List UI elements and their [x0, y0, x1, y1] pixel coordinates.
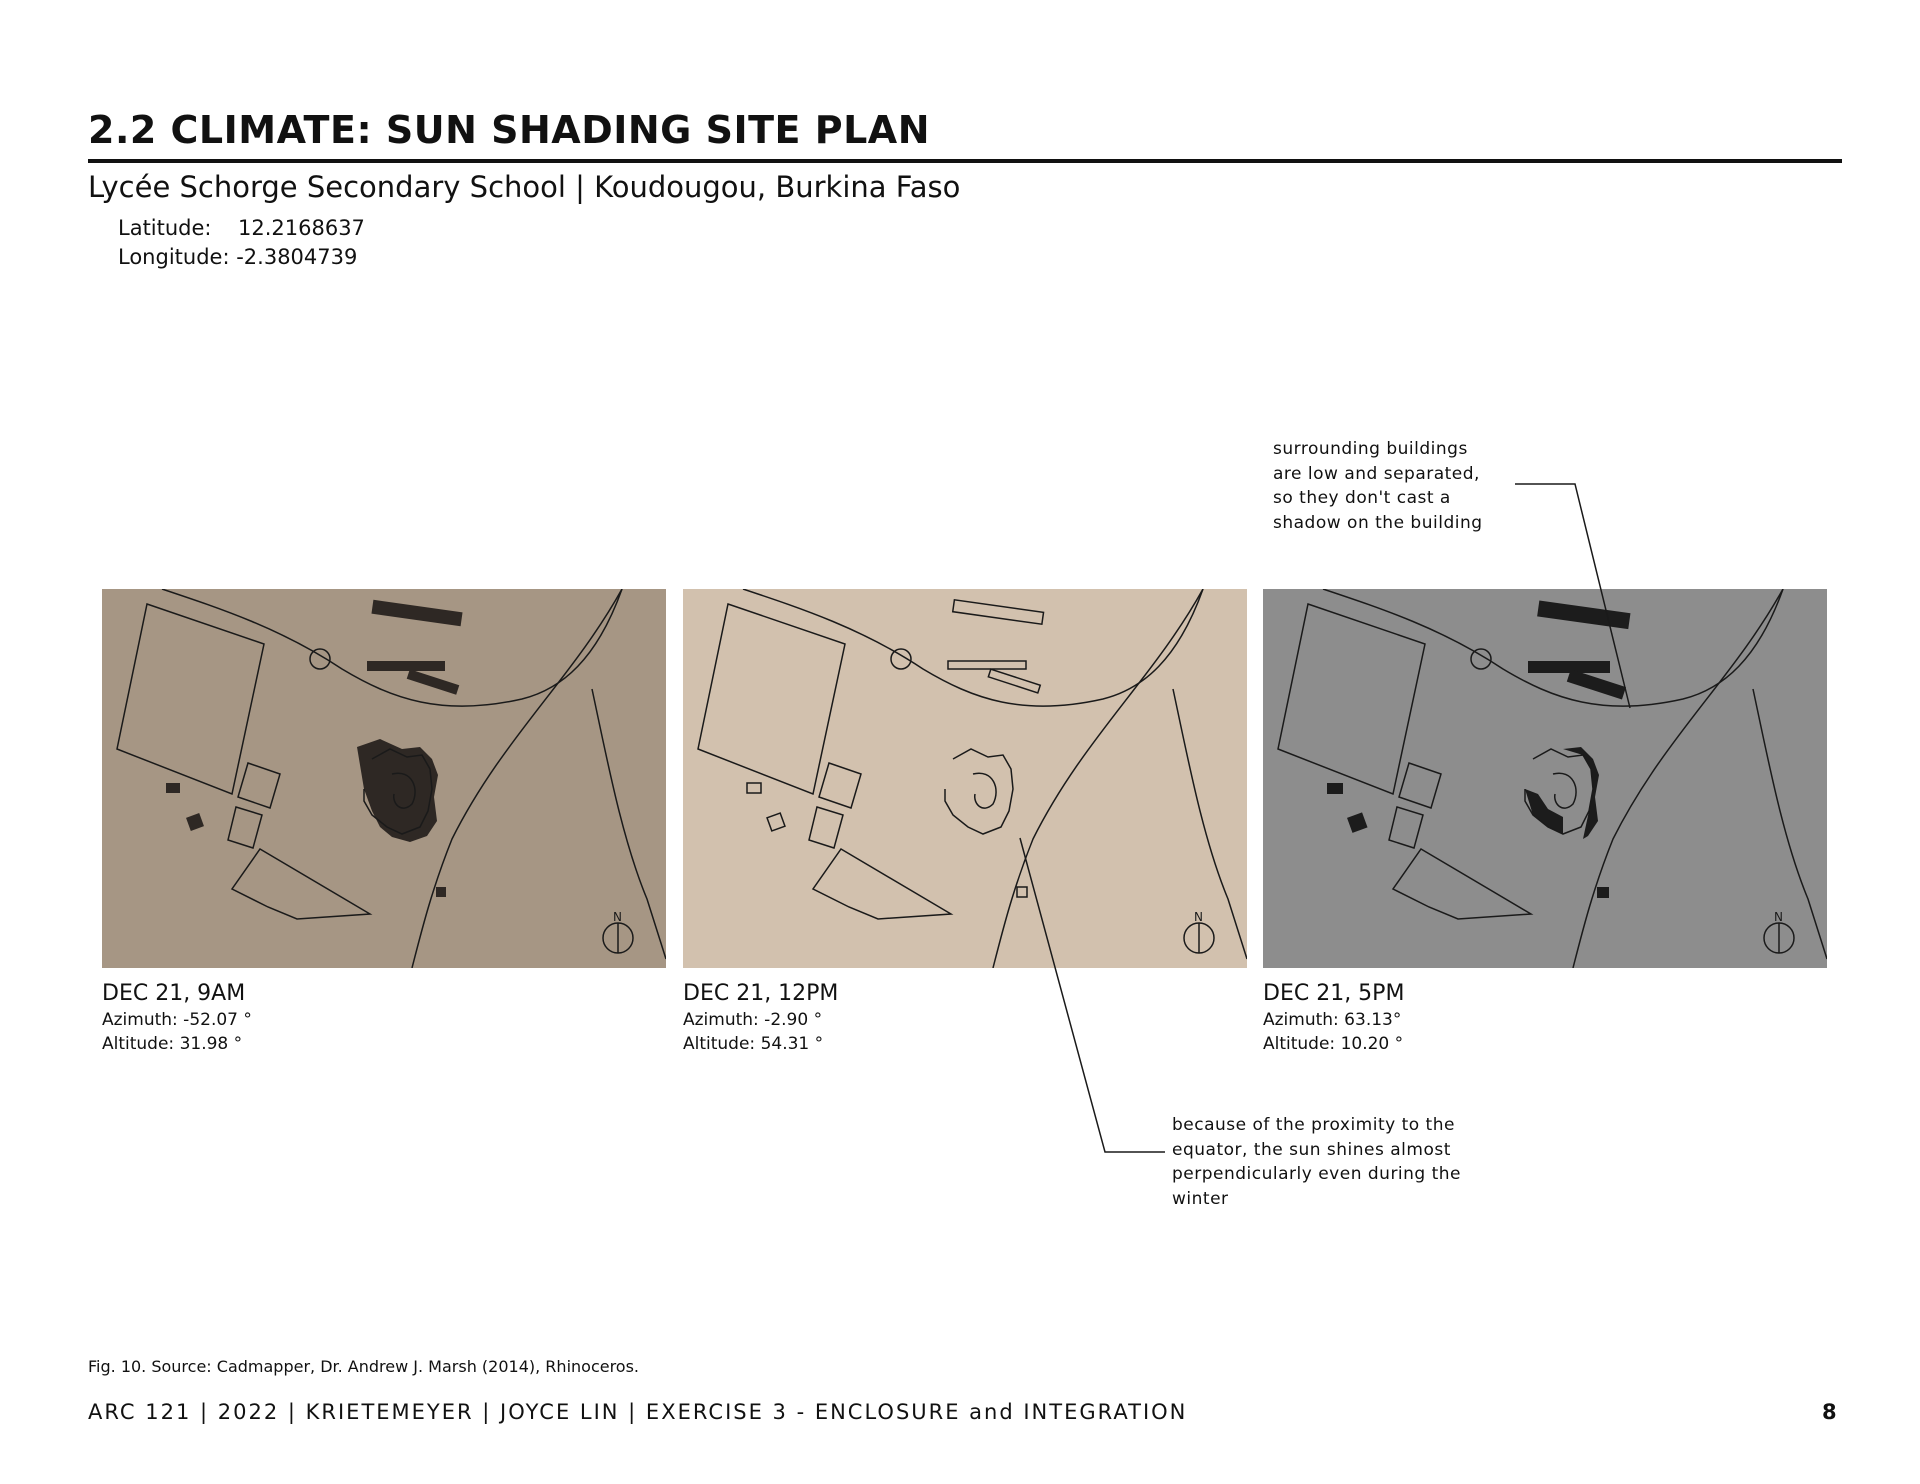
building-bar-2 [948, 661, 1026, 669]
building-bar-3 [988, 669, 1040, 693]
small-structure-1 [747, 783, 761, 793]
road-diagonal [1573, 589, 1783, 968]
road-diagonal [412, 589, 622, 968]
page-title: 2.2 CLIMATE: SUN SHADING SITE PLAN [88, 108, 930, 152]
annotation-line: perpendicularly even during the [1172, 1164, 1462, 1184]
figure-caption: Fig. 10. Source: Cadmapper, Dr. Andrew J. Marsh (2014), Rhinoceros. [88, 1357, 640, 1376]
triangle-lot [232, 849, 370, 919]
latitude-label: Latitude: [118, 216, 212, 240]
small-block-1 [819, 763, 861, 808]
longitude-row [118, 245, 357, 269]
caption-altitude: Altitude: 54.31 ° [683, 1034, 824, 1054]
annotation-line: winter [1172, 1188, 1229, 1209]
caption-azimuth: Azimuth: 63.13° [1263, 1010, 1402, 1030]
caption-12pm [683, 980, 838, 1056]
large-block-outline [698, 604, 845, 794]
annotation-line: because of the proximity to the [1172, 1115, 1455, 1135]
caption-title: DEC 21, 12PM [683, 981, 839, 1006]
spiral-inner [973, 773, 996, 808]
small-block-2 [228, 807, 262, 848]
site-plan-12pm [683, 589, 1247, 968]
latitude-row [118, 216, 365, 240]
footer-text: ARC 121 | 2022 | KRIETEMEYER | JOYCE LIN | EXERCISE 3 - ENCLOSURE and INTEGRATION [88, 1400, 1188, 1424]
triangle-lot [813, 849, 951, 919]
caption-title: DEC 21, 5PM [1263, 981, 1405, 1006]
north-label: N [613, 910, 622, 924]
small-block-2 [1389, 807, 1423, 848]
page-subtitle: Lycée Schorge Secondary School | Koudougou, Burkina Faso [88, 170, 961, 204]
road-east [592, 689, 666, 959]
caption-azimuth: Azimuth: -2.90 ° [683, 1010, 823, 1030]
north-label: N [1194, 910, 1203, 924]
north-label: N [1774, 910, 1783, 924]
caption-5pm [1263, 980, 1404, 1056]
annotation-line: so they don't cast a [1273, 488, 1451, 508]
small-structure-3 [1017, 887, 1027, 897]
page-number: 8 [1822, 1400, 1837, 1424]
annotation-line: equator, the sun shines almost [1172, 1139, 1451, 1160]
road-east [1173, 689, 1247, 959]
site-plan-5pm [1263, 589, 1827, 968]
caption-title: DEC 21, 9AM [102, 981, 246, 1006]
site-plan-5pm-drawing [1263, 589, 1827, 968]
annotation-line: shadow on the building [1273, 512, 1483, 533]
longitude-value: -2.3804739 [236, 245, 358, 269]
longitude-label: Longitude: [118, 245, 230, 269]
caption-altitude: Altitude: 10.20 ° [1263, 1034, 1404, 1054]
caption-azimuth: Azimuth: -52.07 ° [102, 1010, 252, 1030]
building-shadows [1327, 601, 1630, 898]
annotation-bottom [1172, 1113, 1461, 1211]
caption-altitude: Altitude: 31.98 ° [102, 1034, 243, 1054]
annotation-line: surrounding buildings [1273, 439, 1468, 459]
road-diagonal [993, 589, 1203, 968]
site-plan-12pm-drawing [683, 589, 1247, 968]
annotation-top [1273, 437, 1483, 535]
latitude-value: 12.2168637 [238, 216, 365, 240]
spiral-building-outline [945, 749, 1013, 834]
small-block-1 [238, 763, 280, 808]
site-plan-9am-drawing [102, 589, 666, 968]
building-bar-1 [953, 600, 1044, 624]
small-block-1 [1399, 763, 1441, 808]
small-structure-2 [767, 813, 785, 831]
large-block-outline [1278, 604, 1425, 794]
site-plan-9am [102, 589, 666, 968]
triangle-lot [1393, 849, 1531, 919]
caption-9am [102, 980, 252, 1056]
large-block-outline [117, 604, 264, 794]
title-rule [88, 159, 1842, 163]
annotation-line: are low and separated, [1273, 463, 1480, 484]
road-east [1753, 689, 1827, 959]
small-block-2 [809, 807, 843, 848]
spiral-inner [1553, 773, 1576, 808]
